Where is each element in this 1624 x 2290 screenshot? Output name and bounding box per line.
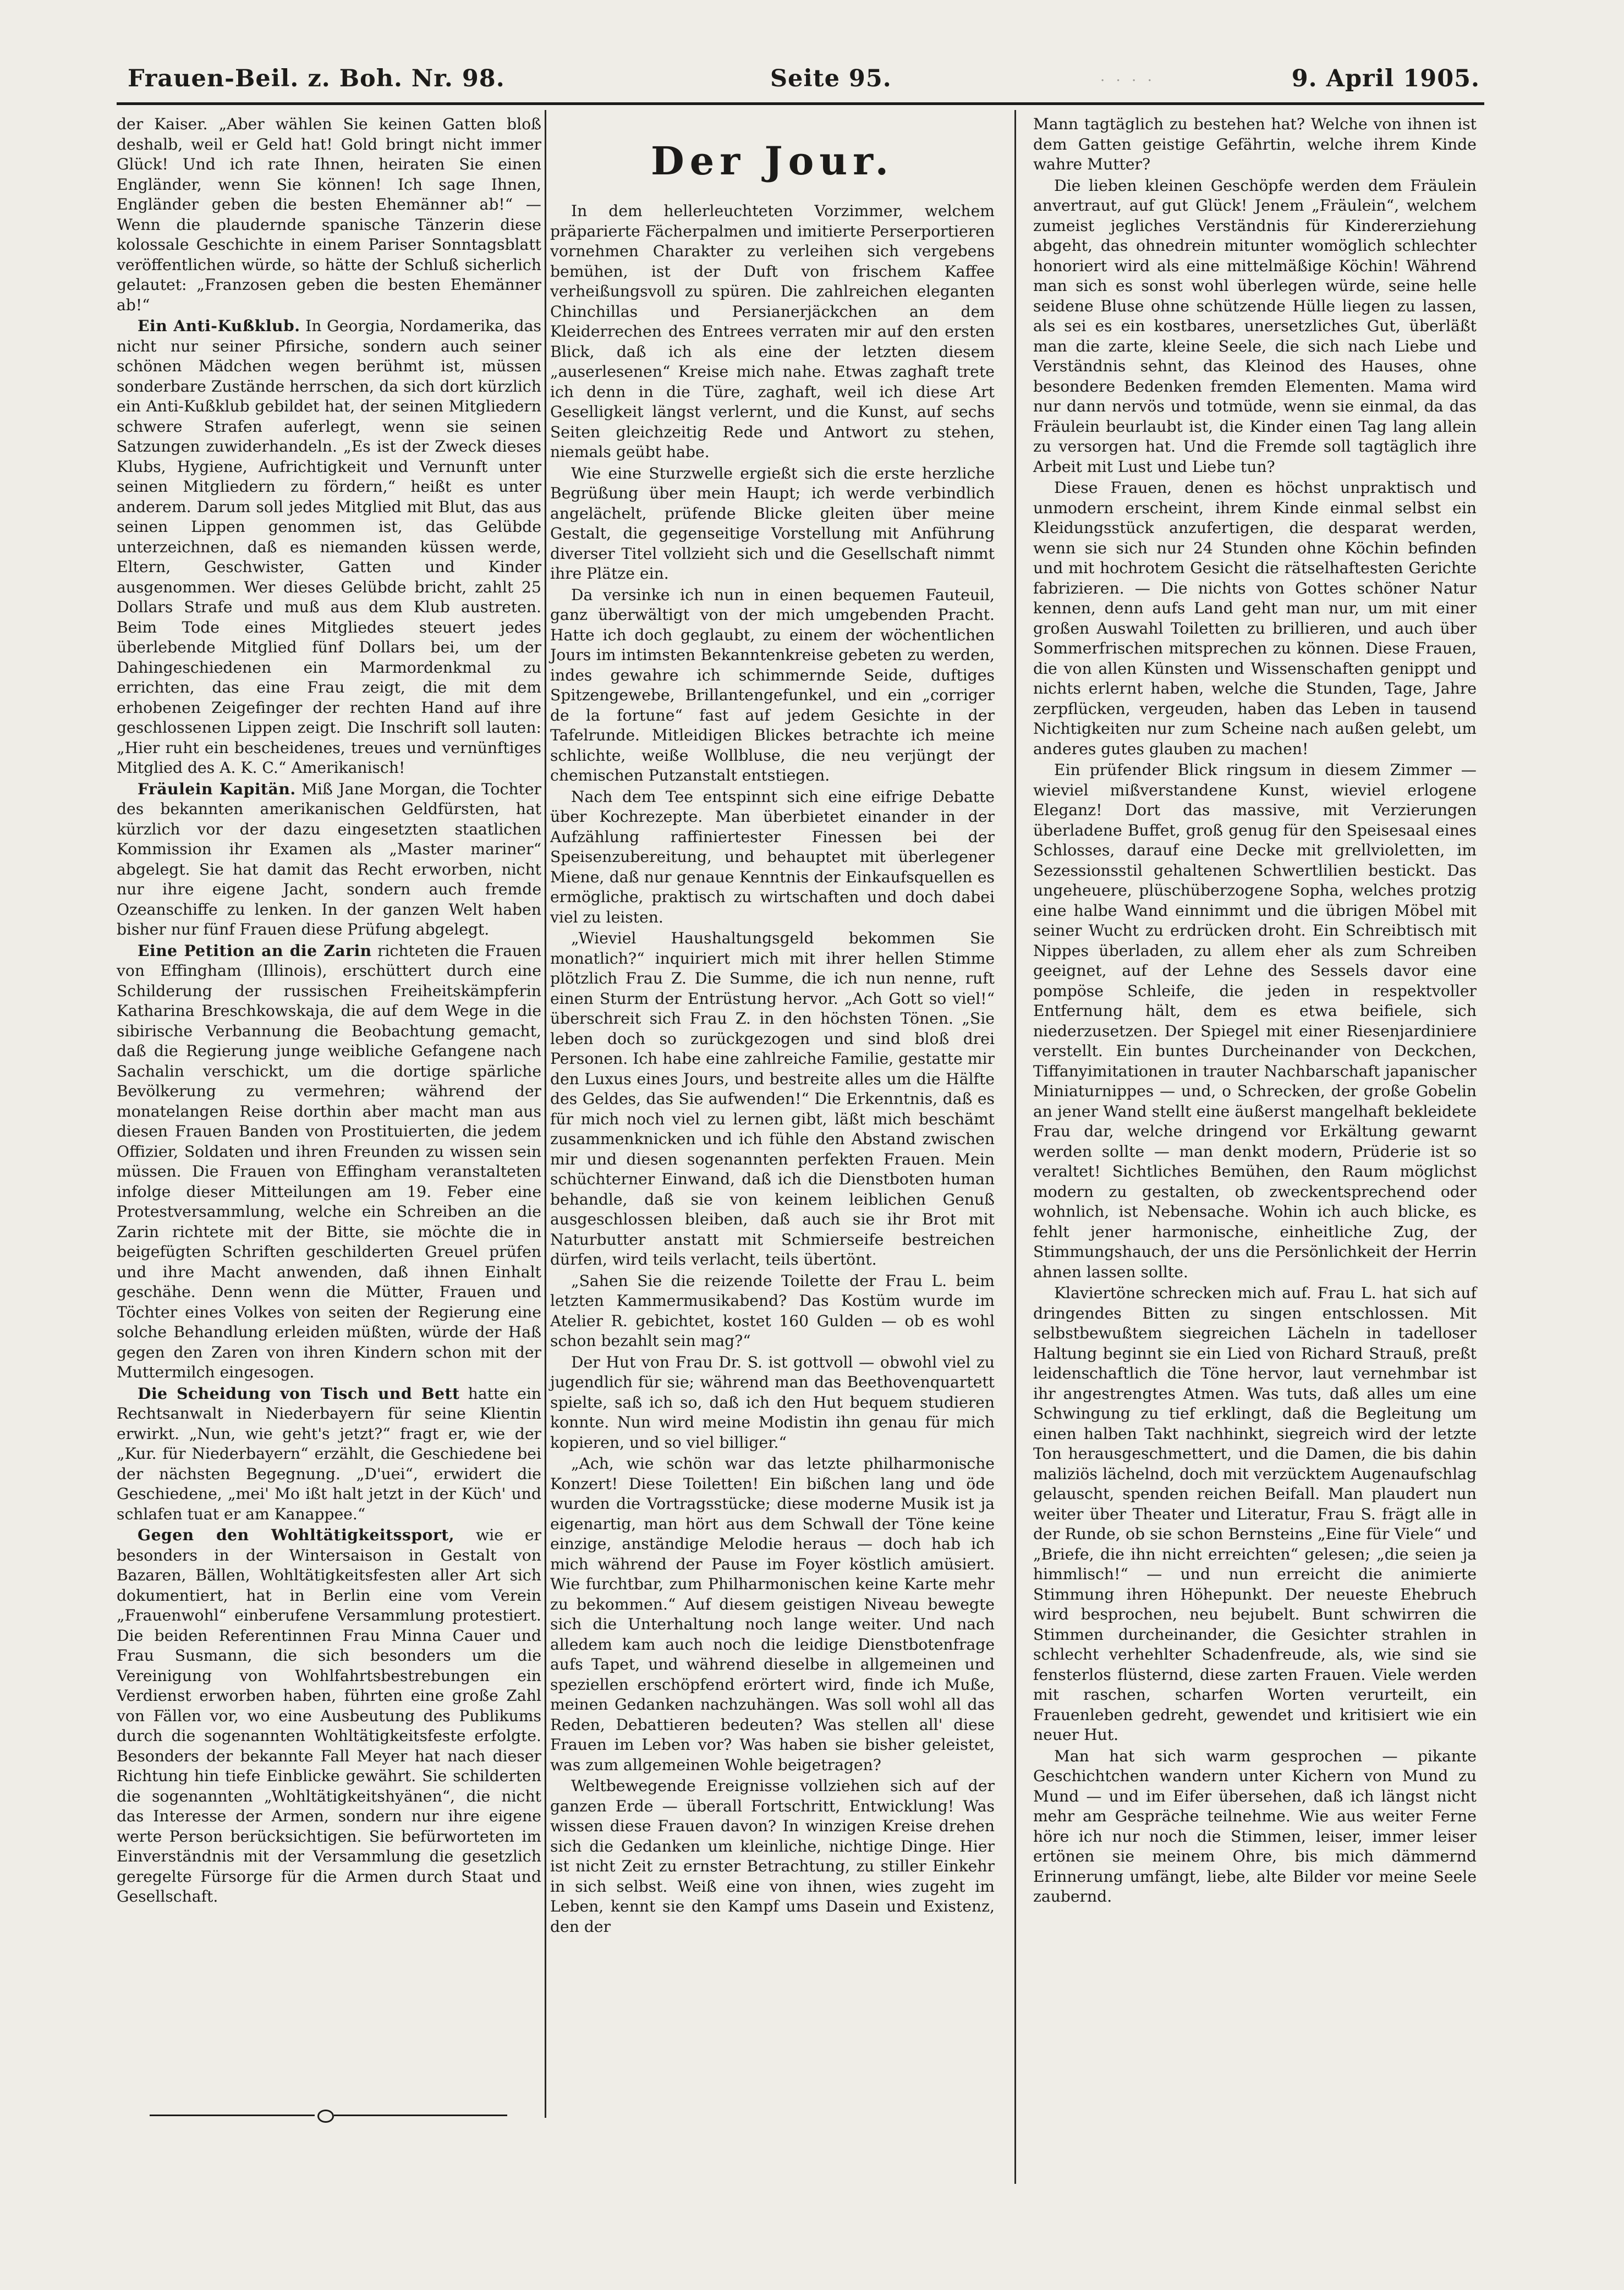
kicker-petition-zarin: Eine Petition an die Zarin [138, 941, 372, 960]
paragraph: Die lieben kleinen Geschöpfe werden dem Fräulein anvertraut, auf gut Glück! Jenem „Fräulein“, welchem zumeist jegliches Verständnis für Kindererziehung abgeht, das ohnedrein mitunter womöglich schlechter honoriert wird als eine mittelmäßige Köchin! Während man sich es sonst wohl überlegen würde, seine helle seidene Bluse ohne schützende Hülle liegen zu lassen, als sei es ein kostbares, unersetzliches Gut, überläßt man die zarte, kleine Seele, die sich nach Liebe und Verständnis sehnt, das Kleinod des Hauses, ohne besondere Bedenken fremden Elementen. Mama wird nur dann nervös und totmüde, wenn sie einmal, da das Fräulein beurlaubt ist, die Kinder einen Tag lang allein zu versorgen hat. Und die Fremde soll tagtäglich ihre Arbeit mit Lust und Liebe tun? [1033, 176, 1477, 476]
body-fraeulein-kapitaen: Miß Jane Morgan, die Tochter des bekannten amerikanischen Geldfürsten, hat kürzlich vor der dazu eingesetzten staatlichen Kommission ihr Examen als „Master mariner“ abgelegt. Sie hat damit das Recht erworben, nicht nur ihre eigene Jacht, sondern auch fremde Ozeanschiffe zu lenken. In der ganzen Welt haben bisher nur fünf Frauen diese Prüfung abgelegt. [117, 779, 541, 938]
article-fraeulein-kapitaen [117, 779, 541, 940]
body-anti-kussklub: In Georgia, Nordamerika, das nicht nur seiner Pfirsiche, sondern auch seiner schönen Mädchen wegen berühmt ist, müssen sonderbare Zustände herrschen, da sich dort kürzlich ein Anti-Kußklub gebildet hat, der seinen Mitgliedern schwere Strafen auferlegt, wenn sie seinen Satzungen zuwiderhandeln. „Es ist der Zweck dieses Klubs, Hygiene, Aufrichtigkeit und Vernunft unter seinen Mitgliedern zu fördern,“ heißt es unter anderem. Darum soll jedes Mitglied mit Blut, das aus seinen Lippen genommen ist, das Gelübde unterzeichnen, daß es niemanden küssen werde, Eltern, Geschwister, Gatten und Kinder ausgenommen. Wer dieses Gelübde bricht, zahlt 25 Dollars Strafe und muß aus dem Klub austreten. Beim Tode eines Mitgliedes steuert jedes überlebende Mitglied fünf Dollars bei, um der Dahingeschiedenen ein Marmordenkmal zu errichten, das eine Frau zeigt, die mit dem erhobenen Zeigefinger der rechten Hand auf ihre geschlossenen Lippen zeigt. Die Inschrift soll lauten: „Hier ruht ein bescheidenes, treues und vernünftiges Mitglied des A. K. C.“ Amerikanisch! [117, 317, 541, 777]
paragraph: „Ach, wie schön war das letzte philharmonische Konzert! Diese Toiletten! Ein bißchen lang und öde wurden die Vortragsstücke; diese moderne Musik ist ja eigenartig, man hört aus dem Schwall der Töne keine einzige, anständige Melodie heraus — doch hab ich mich während der Pause im Foyer köstlich amüsiert. Wie furchtbar, zum Philharmonischen keine Karte mehr zu bekommen.“ Auf diesem geistigen Niveau bewegte sich die Unterhaltung noch lange weiter. Und nach alledem kam auch noch die leidige Dienstbotenfrage aufs Tapet, und während dieselbe in allgemeinen und speziellen erschöpfend erörtert wird, finde ich Muße, meinen Gedanken nachzuhängen. Was soll wohl all das Reden, Debattieren bedeuten? Was stellen all' diese Frauen im Leben vor? Was haben sie bisher geleistet, was zum allgemeinen Wohle beigetragen? [550, 1454, 995, 1774]
paragraph: Weltbewegende Ereignisse vollziehen sich auf der ganzen Erde — überall Fortschritt, Entwicklung! Was wissen diese Frauen davon? In winzigen Kreise drehen sich die Gedanken um kleinliche, nichtige Dinge. Hier ist nicht Zeit zu ernster Betrachtung, zu stiller Einkehr in sich selbst. Weiß eine von ihnen, wies zugeht im Leben, kennt sie den Kampf ums Dasein und Existenz, den der [550, 1777, 995, 1936]
article-petition-zarin [117, 941, 541, 1383]
header-rule [117, 102, 1484, 105]
article-wohltaetigkeitssport [117, 1525, 541, 1907]
paragraph: „Wieviel Haushaltungsgeld bekommen Sie monatlich?“ inquiriert mich mit ihrer hellen Stimme plötzlich Frau Z. Die Summe, die ich nun nenne, ruft einen Sturm der Entrüstung hervor. „Ach Gott so viel!“ überschreit sich Frau Z. in den höchsten Tönen. „Sie leben doch so zurückgezogen und sind bloß drei Personen. Ich habe eine zahlreiche Familie, gestatte mir den Luxus eines Jours, und bestreite alles um die Hälfte des Geldes, das Sie aufwenden!“ Die Erkenntnis, daß es für mich noch viel zu lernen gibt, läßt mich beschämt zusammenknicken und ich fühle den Abstand zwischen mir und diesen sogenannten perfekten Frauen. Mein schüchterner Einwand, daß ich die Dienstboten human behandle, daß sie von keinem leiblichen Genuß ausgeschlossen bleiben, daß auch sie ihr Brot mit Naturbutter anstatt mit Schmierseife bestreichen dürfen, wird teils verlacht, teils übertönt. [550, 929, 995, 1268]
paragraph: Da versinke ich nun in einen bequemen Fauteuil, ganz überwältigt von der mich umgebenden Pracht. Hatte ich doch geglaubt, zu einem der wöchentlichen Jours im intimsten Bekanntenkreise gebeten zu werden, indes gewahre ich schimmernde Seide, duftiges Spitzengewebe, Brillantengefunkel, und ein „corriger de la fortune“ fast auf jedem Gesichte in der Tafelrunde. Mitleidigen Blickes betrachte ich meine schlichte, weiße Wollbluse, die neu verjüngt der chemischen Putzanstalt entstiegen. [550, 585, 995, 784]
paragraph: Der Hut von Frau Dr. S. ist gottvoll — obwohl viel zu jugendlich für sie; während man das Beethovenquartett spielte, saß ich so, daß ich den Hut bequem studieren konnte. Nun wird meine Modistin ihn genau für mich kopieren, und so viel billiger.“ [550, 1353, 995, 1452]
section-end-ornament [150, 2110, 507, 2122]
running-header [128, 65, 1480, 105]
paragraph: Nach dem Tee entspinnt sich eine eifrige Debatte über Kochrezepte. Man überbietet einander in der Aufzählung raffiniertester Finessen bei der Speisenzubereitung, und behauptet mit überlegener Miene, daß nur genaue Kenntnis der Einkaufsquellen es ermögliche, praktisch zu wirtschaften und doch dabei viel zu leisten. [550, 787, 995, 926]
paragraph: In dem hellerleuchteten Vorzimmer, welchem präparierte Fächerpalmen und imitierte Perserportieren vornehmen Charakter zu verleihen sich vergebens bemühen, ist der Duft von frischem Kaffee verheißungsvoll zu spüren. Die zahlreichen eleganten Chinchillas und Persianerjäckchen an dem Kleiderrechen des Entrees verraten mir auf den ersten Blick, daß ich als eine der letzten diesem „auserlesenen“ Kreise mich nahe. Etwas zaghaft trete ich denn in die Türe, zaghaft, weil ich diese Art Geselligkeit längst verlernt, und die Kunst, auf sechs Seiten gleichzeitig Rede und Antwort zu stehen, niemals geübt habe. [550, 202, 995, 461]
ornament-circle [317, 2110, 334, 2123]
header-page-number: Seite 95. [770, 65, 892, 92]
paragraph: Wie eine Sturzwelle ergießt sich die erste herzliche Begrüßung über mein Haupt; ich werde verbindlich angelächelt, prüfende Blicke gleiten über meine Gestalt, die gegenseitige Vorstellung mit Anführung diverser Titel vollzieht sich und die Gesellschaft nimmt ihre Plätze ein. [550, 464, 995, 583]
article-scheidung [117, 1384, 541, 1525]
kicker-wohltaetigkeitssport: Gegen den Wohltätigkeitssport, [138, 1526, 455, 1544]
header-publication: Frauen-Beil. z. Boh. Nr. 98. [128, 65, 505, 92]
paragraph: Mann tagtäglich zu bestehen hat? Welche von ihnen ist dem Gatten geistige Gefährtin, welche ihrem Kinde wahre Mutter? [1033, 115, 1477, 173]
paragraph: Diese Frauen, denen es höchst unpraktisch und unmodern erscheint, ihrem Kinde einmal selbst ein Kleidungsstück anzufertigen, die desparat werden, wenn sie sich nur 24 Stunden ohne Köchin befinden und mit hochrotem Gesicht die rätselhaftesten Gerichte fabrizieren. — Die nichts von Gottes schöner Natur kennen, denn aufs Land geht man nur, um mit einer großen Auswahl Toiletten zu brillieren, und auch über Sommerfrischen mitsprechen zu können. Diese Frauen, die von allen Künsten und Wissenschaften genippt und nichts erlernt haben, welche die Stunden, Tage, Jahre zerpflücken, vergeuden, haben das Leben in tausend Nichtigkeiten nur zum Scheine nach außen gelebt, um anderes gutes glauben zu machen! [1033, 479, 1477, 758]
paragraph: Klaviertöne schrecken mich auf. Frau L. hat sich auf dringendes Bitten zu singen entschlossen. Mit selbstbewußtem siegreichen Lächeln in tadelloser Haltung beginnt sie ein Lied von Richard Strauß, preßt leidenschaftlich die Töne hervor, laut vernehmbar ist ihr angestrengtes Atmen. Was tuts, daß alles um eine Schwingung zu tief erklingt, daß die Begleitung um einen halben Takt nachhinkt, siegreich wird der letzte Ton herausgeschmettert, und die Damen, die bis dahin maliziös lächelnd, doch mit verzücktem Augenaufschlag gelauscht, spenden reichen Beifall. Man plaudert nun weiter über Theater und Literatur, Frau S. frägt alle in der Runde, ob sie schon Bernsteins „Eine für Viele“ und „Briefe, die ihn nicht erreichten“ gelesen; „die seien ja himmlisch!“ — und nun erreicht die animierte Stimmung ihren Höhepunkt. Der neueste Ehebruch wird besprochen, neu bejubelt. Bunt schwirren die Stimmen durcheinander, die Gesichter strahlen in schlecht verhehlter Schadenfreude, als, wie sind sie fensterlos flüsternd, diese zarten Frauen. Viele werden mit raschen, scharfen Worten verurteilt, ein Frauenleben gedreht, gewendet und kritisiert wie ein neuer Hut. [1033, 1284, 1477, 1744]
print-specks: · · · · [1100, 73, 1155, 89]
feuilleton-title: Der Jour. [650, 138, 895, 184]
paragraph: Ein prüfender Blick ringsum in diesem Zimmer — wieviel mißverstandene Kunst, wieviel erlogene Eleganz! Dort das massive, mit Verzierungen überladene Buffet, groß genug für den Speisesaal eines Schlosses, darauf eine Decke mit grellvioletten, im Sezessionsstil gehaltenen Schwertlilien bestickt. Das ungeheuere, plüschüberzogene Sopha, welches protzig eine halbe Wand einnimmt und die übrigen Möbel mit seiner Wucht zu erdrücken droht. Ein Schreibtisch mit Nippes überladen, zu allem eher als zum Schreiben geeignet, auf der Lehne des Sessels davor eine pompöse Schleife, die jeden in respektvoller Entfernung hält, dem es etwa beifiele, sich niederzusetzen. Der Spiegel mit einer Riesenjardiniere verstellt. Ein buntes Durcheinander von Deckchen, Tiffanyimitationen in trauter Nachbarschaft japanischer Miniaturnippes — und, o Schrecken, der große Gobelin an jener Wand stellt eine äußerst mangelhaft bekleidete Frau dar, welche dringend vor Erkältung gewarnt werden sollte — man denkt modern, Prüderie ist so veraltet! Sichtliches Bemühen, den Raum möglichst modern zu gestalten, ob zweckentsprechend oder wohnlich, ist Nebensache. Wohin ich auch blicke, es fehlt jener harmonische, einheitliche Zug, der Stimmungshauch, der uns die Persönlichkeit der Herrin ahnen lassen sollte. [1033, 761, 1477, 1281]
kicker-anti-kussklub: Ein Anti-Kußklub. [138, 317, 300, 335]
column-1-miscellany [117, 114, 541, 2106]
kicker-scheidung: Die Scheidung von Tisch und Bett [138, 1384, 460, 1403]
column-divider-2 [1014, 110, 1016, 2184]
column-3-feuilleton-continued [1033, 114, 1477, 1905]
paragraph: „Sahen Sie die reizende Toilette der Frau L. beim letzten Kammermusikabend? Das Kostüm wurde im Atelier R. gebichtet, kostet 160 Gulden — ob es wohl schon bezahlt sein mag?“ [550, 1271, 995, 1350]
body-wohltaetigkeitssport: wie er besonders in der Wintersaison in Gestalt von Bazaren, Bällen, Wohltätigkeitsfesten aller Art sich dokumentiert, hat in Berlin eine vom Verein „Frauenwohl“ einberufene Versammlung protestiert. Die beiden Referentinnen Frau Minna Cauer und Frau Susmann, die sich besonders um die Vereinigung von Wohlfahrtsbestrebungen ein Verdienst erworben haben, führten eine große Zahl von Fällen vor, wo eine Ausbeutung des Publikums durch die sogenannten Wohltätigkeitsfeste erfolgte. Besonders der bekannte Fall Meyer hat nach dieser Richtung hin tiefe Einblicke gewährt. Sie schilderten die sogenannten „Wohltätigkeitshyänen“, die nicht das Interesse der Armen, sondern nur ihre eigene werte Person berücksichtigen. Sie befürworteten im Einverständnis mit der Versammlung die gesetzlich geregelte Fürsorge für die Armen durch Staat und Gesellschaft. [117, 1526, 541, 1905]
article-anti-kussklub [117, 316, 541, 778]
article-continuation: der Kaiser. „Aber wählen Sie keinen Gatten bloß deshalb, weil er Geld hat! Gold bringt nicht immer Glück! Und ich rate Ihnen, heiraten Sie einen Engländer, wenn Sie können! Ich sage Ihnen, Engländer geben die besten Ehemänner ab!“ — Wenn die plaudernde spanische Tänzerin diese kolossale Geschichte in einem Pariser Sonntagsblatt veröffentlichen würde, so hätte der Schluß sicherlich gelautet: „Franzosen geben die besten Ehemänner ab!“ [117, 115, 541, 314]
body-scheidung: hatte ein Rechtsanwalt in Niederbayern für seine Klientin erwirkt. „Nun, wie geht's jetzt?“ fragt er, wie der „Kur. für Niederbayern“ erzählt, die Geschiedene bei der nächsten Begegnung. „D'uei“, erwidert die Geschiedene, „mei' Mo ißt halt jetzt in der Küch' und schlafen tuat er am Kanappee.“ [117, 1384, 541, 1523]
kicker-fraeulein-kapitaen: Fräulein Kapitän. [138, 779, 296, 798]
column-divider-1 [545, 110, 546, 2118]
body-petition-zarin: richteten die Frauen von Effingham (Illinois), erschüttert durch eine Schilderung der russischen Freiheitskämpferin Katharina Breschkowskaja, die auf dem Wege in die sibirische Verbannung die Beobachtung gemacht, daß die Regierung junge weibliche Gefangene nach Sachalin verschickt, um die dortige spärliche Bevölkerung zu vermehren; während der monatelangen Reise dorthin aber macht man aus diesen Frauen Banden von Prostituierten, die jedem Offizier, Soldaten und ihren Freunden zu wissen sein müssen. Die Frauen von Effingham veranstalteten infolge dieser Mitteilungen am 19. Feber eine Protestversammlung, welche ein Schreiben an die Zarin richtete mit der Bitte, sie möchte die in beigefügten Schriften geschilderten Greuel prüfen und ihre Macht anwenden, daß ihnen Einhalt geschähe. Denn wenn die Mütter, Frauen und Töchter eines Volkes von seiten der Regierung eine solche Behandlung erleiden müßten, würde der Haß gegen den Zaren von ihren Kindern schon mit der Muttermilch eingesogen. [117, 941, 541, 1381]
header-date: 9. April 1905. [1291, 65, 1480, 92]
column-2-feuilleton [550, 114, 995, 2188]
paragraph: Man hat sich warm gesprochen — pikante Geschichtchen wandern unter Kichern von Mund zu Mund — und im Eifer übersehen, daß ich längst nicht mehr am Gespräche teilnehme. Wie aus weiter Ferne höre ich nur noch die Stimmen, leiser, immer leiser ertönen sie meinem Ohre, bis mich dämmernd Erinnerung umfängt, liebe, alte Bilder vor meine Seele zaubernd. [1033, 1747, 1477, 1905]
